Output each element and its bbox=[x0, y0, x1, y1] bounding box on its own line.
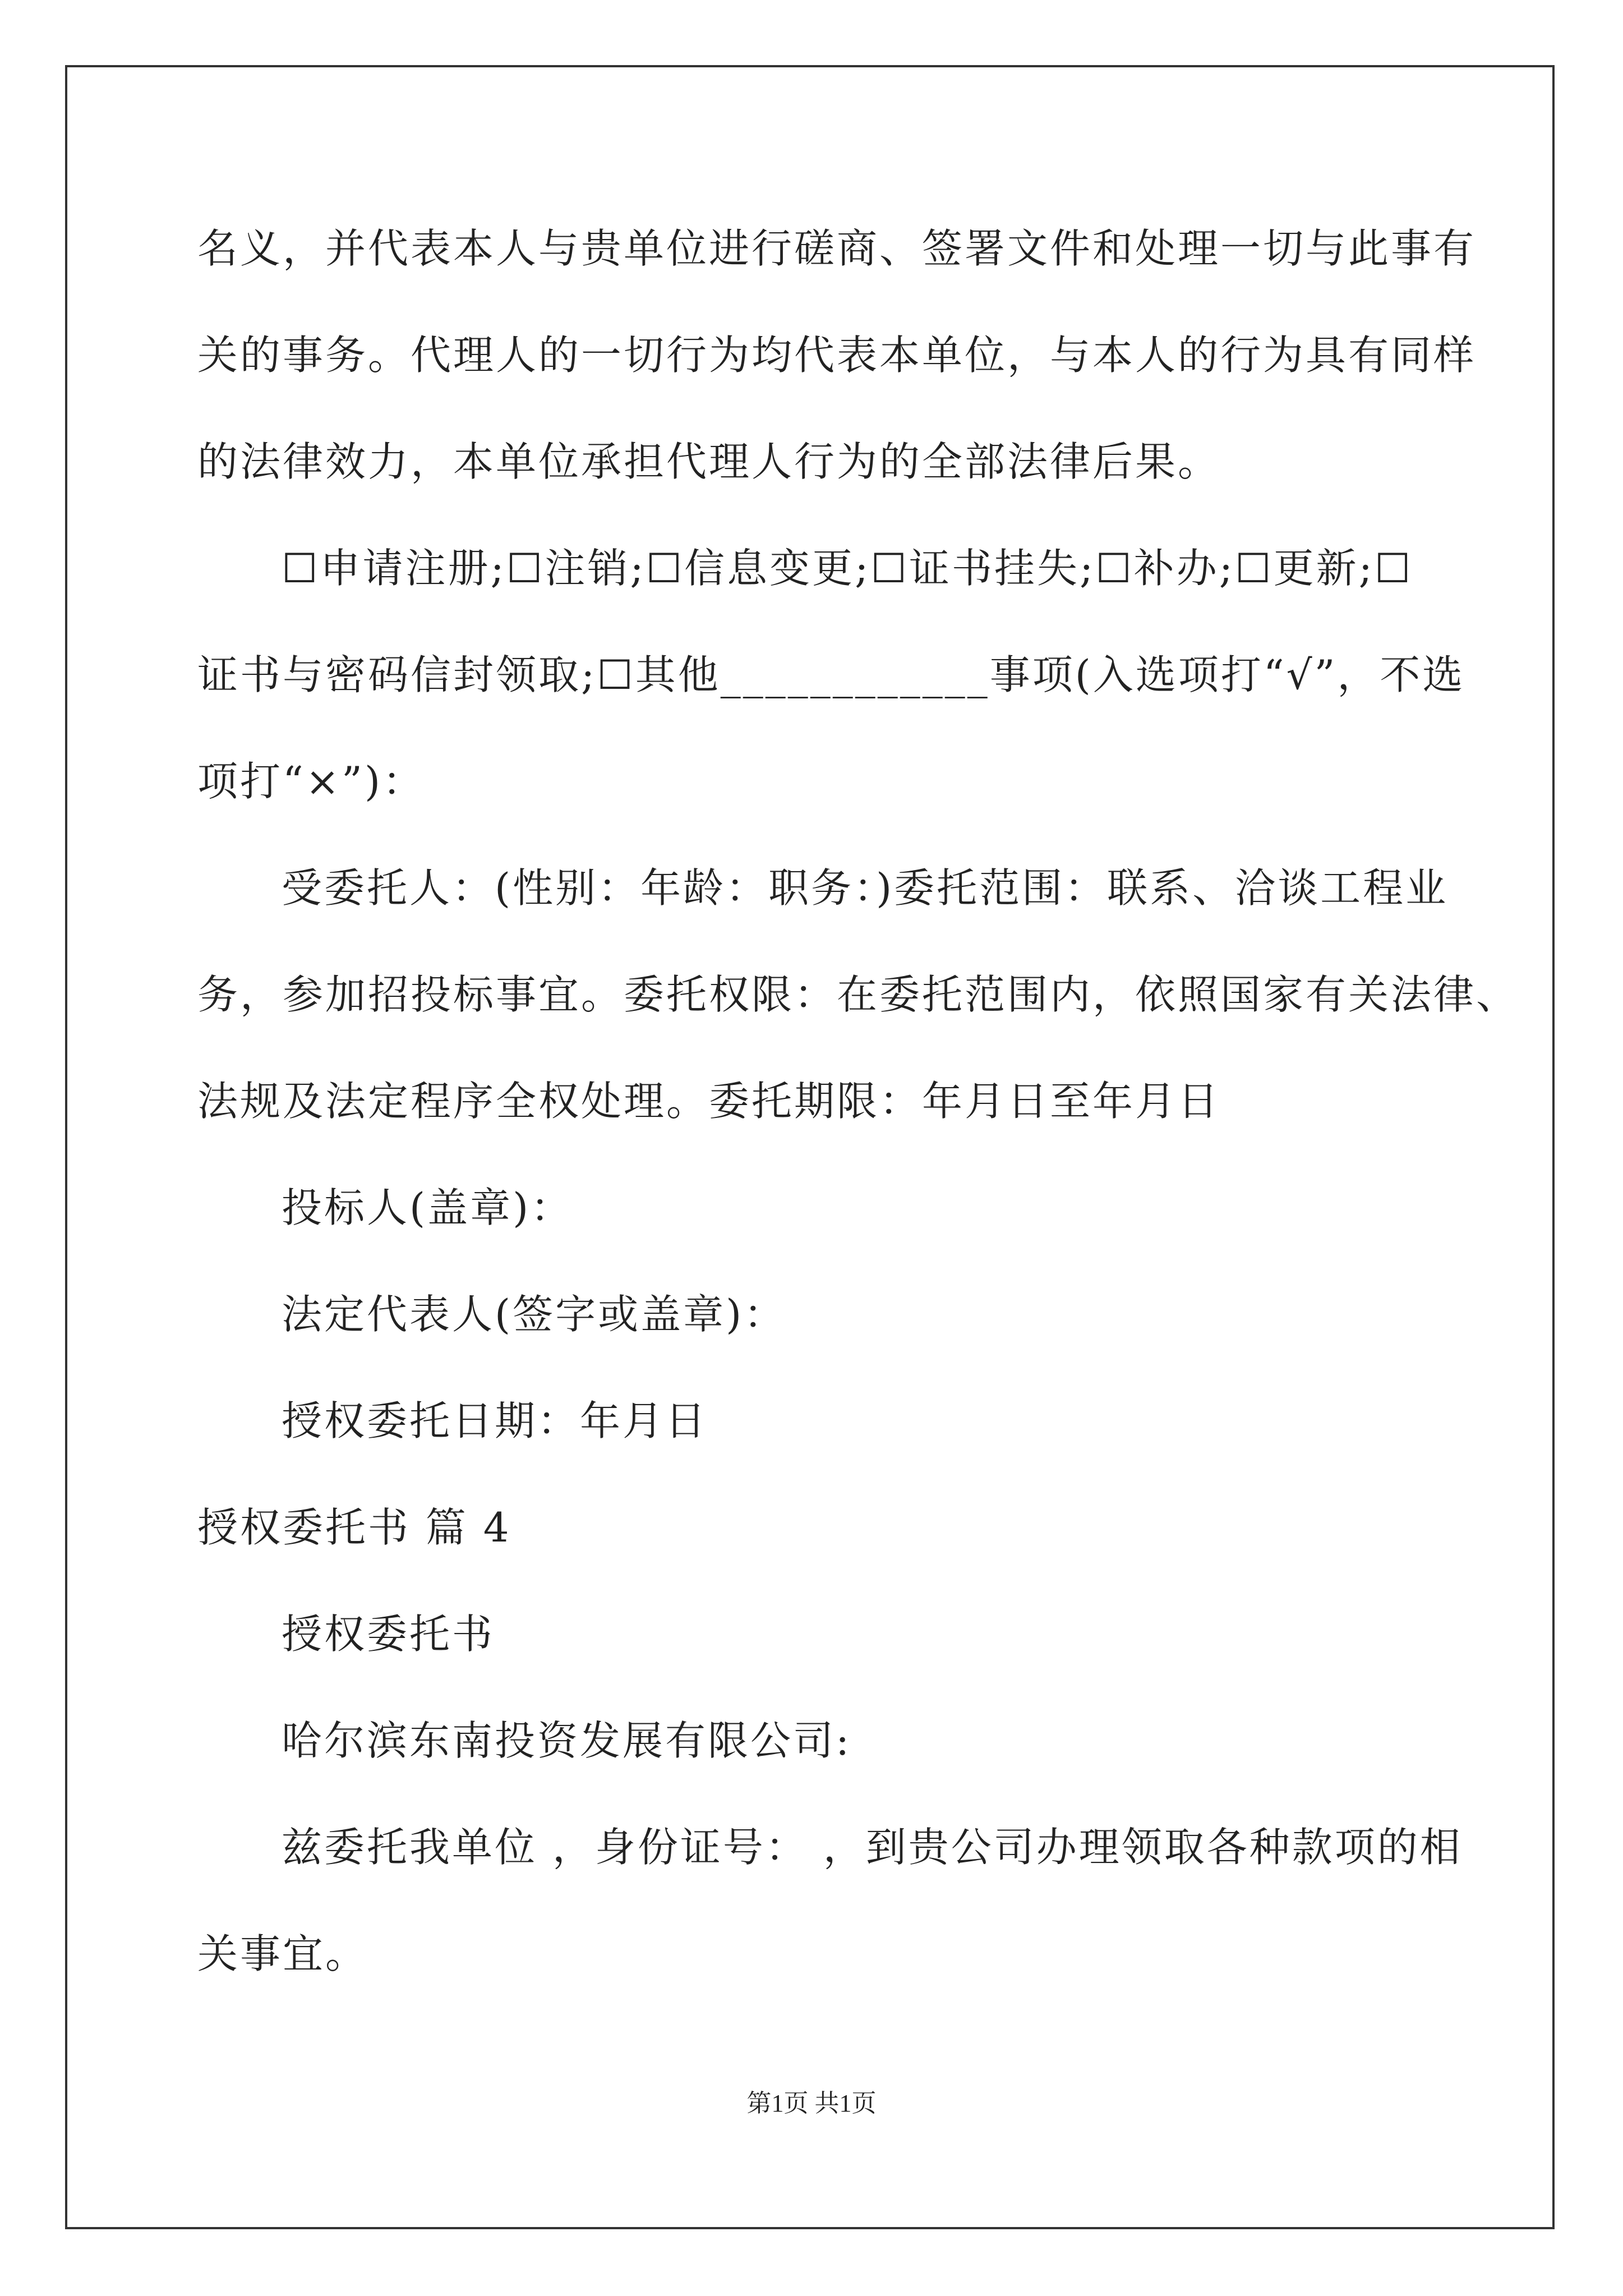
section-heading: 授权委托书 篇 4 bbox=[197, 1504, 511, 1551]
checkbox-options-line-2: 证书与密码信封领取;☐其他____________事项(入选项打“√”，不选 bbox=[197, 651, 1465, 698]
addressee-line: 哈尔滨东南投资发展有限公司: bbox=[282, 1717, 852, 1764]
checkbox-options-line-3: 项打“×”)： bbox=[197, 758, 426, 805]
paragraph-line-1: 名义，并代表本人与贵单位进行磋商、签署文件和处理一切与此事有 bbox=[197, 225, 1477, 272]
body-line-1: 兹委托我单位 ，身份证号： ，到贵公司办理领取各种款项的相 bbox=[282, 1824, 1463, 1871]
trustee-line-3: 法规及法定程序全权处理。委托期限：年月日至年月日 bbox=[197, 1078, 1221, 1125]
legal-rep-line: 法定代表人(签字或盖章)： bbox=[282, 1291, 787, 1338]
document-title: 授权委托书 bbox=[282, 1611, 495, 1658]
checkbox-options-line-1: ☐申请注册;☐注销;☐信息变更;☐证书挂失;☐补办;☐更新;☐ bbox=[282, 545, 1413, 592]
paragraph-line-2: 关的事务。代理人的一切行为均代表本单位，与本人的行为具有同样 bbox=[197, 332, 1477, 379]
bidder-seal-line: 投标人(盖章)： bbox=[282, 1184, 574, 1231]
trustee-line-1: 受委托人：(性别：年龄：职务：)委托范围：联系、洽谈工程业 bbox=[282, 864, 1449, 912]
trustee-line-2: 务，参加招投标事宜。委托权限：在委托范围内，依照国家有关法律、 bbox=[197, 971, 1519, 1018]
body-line-2: 关事宜。 bbox=[197, 1930, 368, 1977]
page-border bbox=[65, 65, 1555, 2229]
authorization-date-line: 授权委托日期：年月日 bbox=[282, 1397, 708, 1444]
paragraph-line-3: 的法律效力，本单位承担代理人行为的全部法律后果。 bbox=[197, 438, 1221, 485]
page-footer: 第1页 共1页 bbox=[746, 2090, 877, 2117]
